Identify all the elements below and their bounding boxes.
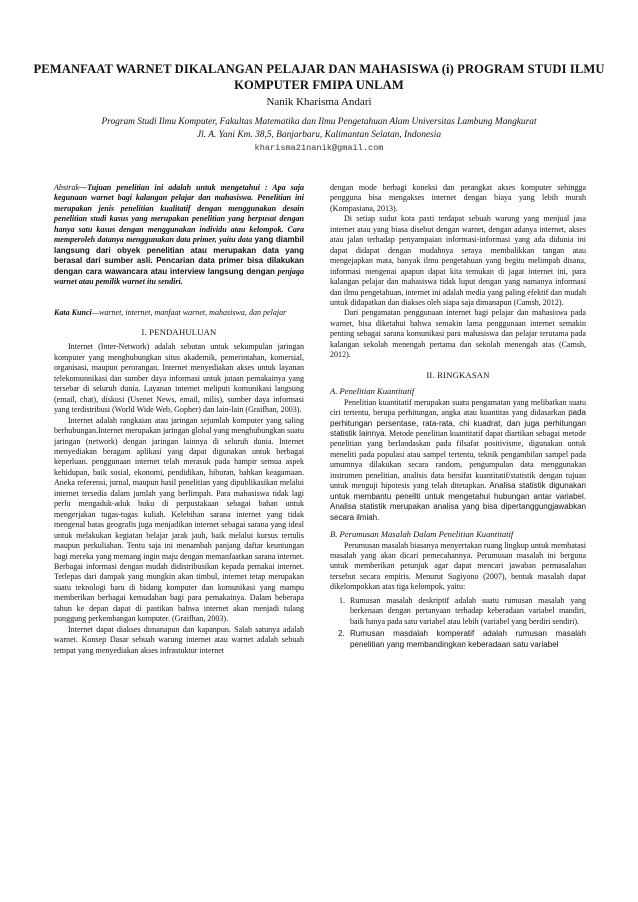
right-column	[330, 183, 586, 652]
paragraph: Internet dapat diakses dimanapun dan kapanpun. Salah satunya adalah warnet. Konsep Dasar sebuah warung internet atau warnet adalah sebuah tempat yang menyediakan akses infrastuktur internet	[54, 624, 304, 655]
paragraph: Di setiap sudut kota pasti terdapat sebuah warung yang menjual jasa internet atau yang biasa disebut dengan warnet, dengan adanya internet, akses atau jalan terhadap penyampaian informasi-informasi yang ada didunia ini dapat didapat dengan mudahnya seraya membalikkan tangan atau mengejapkan mata, banyak ilmu pengetahuan yang begitu melimpah disana, informasi mengenai apapun dapat kita temukan di jagat internet ini, para kalangan pelajar dan mahasiswa tidak luput dengan yang namanya informasi dan ilmu pengetahuan, internet ini adalah media yang paling efektif dan mudah untuk didapatkan dan diakses oleh siapa saja dimanapun (Camsh, 2012).	[330, 214, 586, 307]
keywords-text: —warnet, internet, manfaat warnet, mahasiswa, dan pelajar	[91, 307, 287, 317]
text-run-sans: pada perhitungan persentase, rata-rata, chi kuadrat, dan juga perhitungan statistik lainnya.	[330, 408, 586, 438]
left-column	[54, 183, 304, 656]
text-run-sans: Analisa statistik digunakan untuk membantu peneliti untuk mengetahui hubungan antar variabel. Analisa statistik merupakan analisa yang bisa dipertanggungjawabkan secara ilmiah.	[330, 481, 586, 522]
abstract	[54, 183, 304, 288]
author-name: Nanik Kharisma Andari	[266, 96, 372, 108]
paper-title: PEMANFAAT WARNET DIKALANGAN PELAJAR DAN MAHASISWA (i) PROGRAM STUDI ILMU KOMPUTER FMIPA UNLAM	[33, 62, 605, 92]
list-item: 2. Rumusan masdalah komperatif adalah rumusan masalah penelitian yang membandingkan keberadaan satu variabel	[347, 629, 586, 650]
paragraph: Internet adalah rangkaian atau jaringan sejumlah komputer yang saling berhubungan.Internet merupakan jaringan global yang menghubungkan suatu jaringan (network) dengan jaringan lainnya di seluruh dunia. Internet menyediakan beragam aplikasi yang dapat digunakan untuk berbagai keperluan. penggunaan internet telah merasuk pada hampir semua aspek kehidupan, baik sosial, ekonomi, pendidikan, hiburan, bahkan keagamaan. Aneka referensi, jurnal, maupun hasil penelitian yang dipublikasikan melalui internet tersedia dalam jumlah yang berlimpah. Para mahasiswa tidak lagi perlu mengaduk-aduk buku di perpustakaan sebagai bahan untuk mengerjakan tugas-tugas kuliah. Kelebihan sarana internet yang tidak mengenal batas geografis juga menjadikan internet sebagai sarana yang ideal untuk melakukan kegiatan belajar jarak jauh, baik melalui kursus tertulis maupun perkuliahan. Tentu saja ini menambah panjang daftar keuntungan bagi mereka yang memang ingin maju dengan memanfaatkan sarana internet. Berbagai informasi dengan mudah didistribusikan kepada pemakai internet. Terlepas dari dampak yang mungkin akan timbul, internet tetap merupakan suatu teknologi baru di bidang komputer dan komunikasi yang mampu memberikan berbagai kemudahan bagi para pemakainya. Dalam beberapa tahun ke depan dapat di pastikan bahwa internet akan menjadi tulang punggung perkembangan komputer. (Graifhan, 2003).	[54, 415, 304, 624]
abstract-text-b: yang diambil langsung dari obyek penelitian atau merupakan data yang berasal dari sumber asli. Pencarian data primer bisa dilakukan dengan cara wawancara atau interview langsung dengan	[54, 235, 305, 276]
abstract-text-a: —Tujuan penelitian ini adalah untuk mengetahui : Apa saja kegunaan warnet bagi kalangan pelajar dan mahasiswa. Penelitian ini merupakan jenis penelitian kualitatif dengan menggunakan desain penelitian studi kasus yang merupakan penelitian yang berpusat dengan hanya satu kasus dengan menggunakan individu atau kelompok. Cara memperoleh datanya menggunakan data primer, yaitu data	[54, 183, 304, 245]
paragraph	[330, 398, 586, 523]
author-email: kharisma21nanik@gmail.com	[254, 143, 384, 153]
section-heading-ringkasan: II. RINGKASAN	[426, 369, 490, 380]
section-heading-pendahuluan: I. PENDAHULUAN	[141, 326, 217, 337]
paragraph: Perumusan masalah biasanya menyertakan ruang lingkup untuk membatasi masalah yang akan dicari pemecahannya. Perumusan masalah ini berguna untuk memberikan petunjuk agar dapat mencari jawaban permasalahan tersebut secara empiris. Menurut Sugiyono (2007), bentuk masalah dapat dikelompokkan atas tiga kelompok, yaitu:	[330, 540, 587, 592]
affiliation-line-1: Program Studi Ilmu Komputer, Fakultas Matematika dan Ilmu Pengetahuan Alam Universitas Lambung Mangkurat	[101, 117, 537, 127]
abstract-label: Abstrak	[54, 183, 80, 192]
list-item: 1. Rumusan masalah deskriptif adalah suatu rumusan masalah yang berkenaan dengan pertanyaan terhadap keberadaan variabel mandiri, baik hanya pada satu variabel atau lebih (variabel yang berdiri sendiri).	[347, 596, 586, 627]
paragraph: Internet (Inter-Network) adalah sebutan untuk sekumpulan jaringan komputer yang menghubungkan situs akademik, pemerintahan, komersial, organisasi, maupun perorangan. Internet menyediakan akses untuk layanan telekomunnikasi dan sumber daya informasi untuk jutaan pemakainya yang tersebar di seluruh dunia. Layanan internet meliputi komunikasi langsung (email, chat), diskusi (Usenet News, email, milis), sumber daya informasi yang terdistribusi (World Wide Web, Gopher) dan lain-lain (Graifhan, 2003).	[54, 342, 304, 415]
keywords-label: Kata Kunci	[54, 307, 92, 317]
text-run: Metode penelitian kuantitatif dapat diartikan sebagai metode penelitian yang berlandaskan pada filsafat positivisme, digunakan untuk meneliti pada populasi atau sampel tertentu, teknik pengambilan sampel pada umumnya dilakukan secara random, pengumpulan data menggunakan instrumen penelitian, analisis data bersifat kuantitatif/statistik dengan tujuan untuk menguji hipotesis yang telah ditetapkan.	[330, 428, 587, 491]
abstract-text-c: penjaga warnet atau pemilik warnet itu sendiri.	[54, 266, 304, 287]
text-run: Penelitian kuantitatif merupakan suatu pengamatan yang melibatkan suatu ciri tertentu, berupa perhitungan, angka atau kuantitas yang didasarkan	[330, 397, 586, 418]
affiliation-line-2: Jl. A. Yani Km. 38,5, Banjarbaru, Kalimantan Selatan, Indonesia	[196, 130, 442, 140]
paragraph: Dari pengamatan penggunaan internet bagi pelajar dan mahasiswa pada warnet, bisa diketahui bahwa semakin lama penggunaan internet semakin penting sebagai sarana komunikasi para mahasiswa dan pelajar terutama pada kalangan sekolah menengah pertama dan sekolah menengah atas (Camsh, 2012).	[330, 308, 586, 360]
paragraph: dengan mode berbagi koneksi dan perangkat akses komputer sehingga pengguna bisa mengakses internet dengan biaya yang lebih murah (Kompasiana, 2013).	[330, 183, 586, 213]
subsection-heading-b: B. Perumusan Masalah Dalam Penelitian Kuantitatif	[330, 529, 514, 540]
subsection-heading-a: A. Penelitian Kuantitatif	[330, 386, 415, 397]
keywords	[54, 308, 304, 318]
numbered-list	[330, 596, 586, 650]
affiliation	[20, 116, 618, 142]
